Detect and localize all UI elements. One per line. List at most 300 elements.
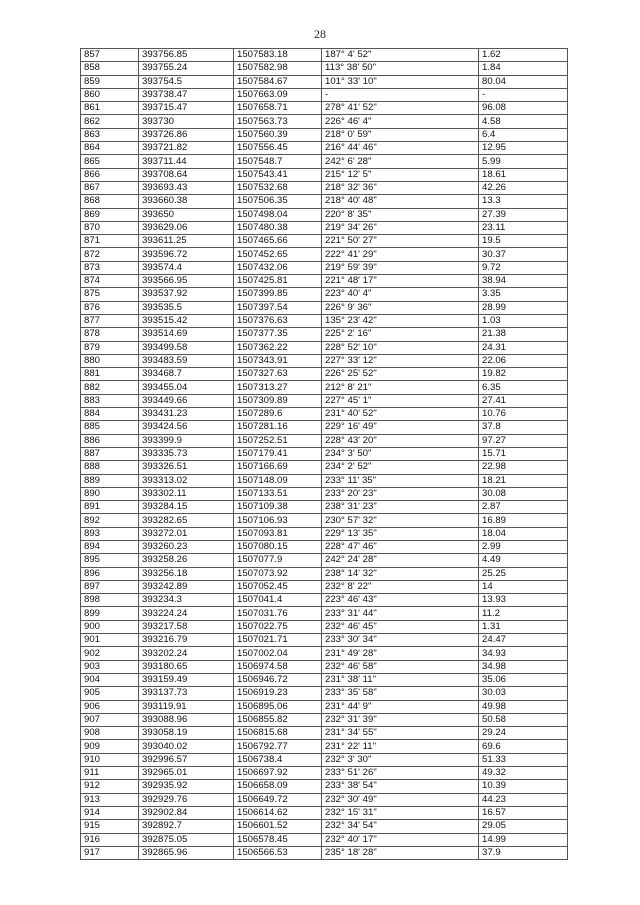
bearing-cell: 227° 33' 12"	[322, 354, 479, 367]
y-coordinate-cell: 1507377.35	[234, 328, 322, 341]
table-row	[81, 634, 568, 647]
table-row	[81, 660, 568, 673]
point-number-cell: 912	[81, 780, 139, 793]
point-number-cell: 896	[81, 567, 139, 580]
distance-cell: 22.98	[479, 461, 568, 474]
point-number-cell: 859	[81, 75, 139, 88]
bearing-cell: 231° 44' 9"	[322, 700, 479, 713]
x-coordinate-cell: 393202.24	[139, 647, 234, 660]
bearing-cell: 233° 31' 44"	[322, 607, 479, 620]
distance-cell: 21.38	[479, 328, 568, 341]
table-row	[81, 368, 568, 381]
point-number-cell: 914	[81, 806, 139, 819]
x-coordinate-cell: 393159.49	[139, 673, 234, 686]
bearing-cell: 233° 51' 26"	[322, 767, 479, 780]
bearing-cell: 232° 8' 22"	[322, 580, 479, 593]
coordinates-table	[80, 48, 568, 860]
distance-cell: 34.93	[479, 647, 568, 660]
point-number-cell: 873	[81, 261, 139, 274]
y-coordinate-cell: 1507583.18	[234, 49, 322, 62]
page-number: 28	[314, 27, 326, 41]
y-coordinate-cell: 1507313.27	[234, 381, 322, 394]
table-row	[81, 354, 568, 367]
bearing-cell: -	[322, 88, 479, 101]
table-row	[81, 328, 568, 341]
x-coordinate-cell: 393119.91	[139, 700, 234, 713]
distance-cell: 49.98	[479, 700, 568, 713]
distance-cell: 96.08	[479, 102, 568, 115]
distance-cell: 80.04	[479, 75, 568, 88]
bearing-cell: 230° 57' 32"	[322, 514, 479, 527]
bearing-cell: 242° 24' 28"	[322, 554, 479, 567]
bearing-cell: 212° 8' 21"	[322, 381, 479, 394]
x-coordinate-cell: 393711.44	[139, 155, 234, 168]
y-coordinate-cell: 1506658.09	[234, 780, 322, 793]
point-number-cell: 894	[81, 540, 139, 553]
x-coordinate-cell: 393258.26	[139, 554, 234, 567]
table-row	[81, 75, 568, 88]
x-coordinate-cell: 393449.66	[139, 394, 234, 407]
table-row	[81, 102, 568, 115]
y-coordinate-cell: 1507480.38	[234, 221, 322, 234]
x-coordinate-cell: 393224.24	[139, 607, 234, 620]
point-number-cell: 908	[81, 727, 139, 740]
distance-cell: 4.49	[479, 554, 568, 567]
y-coordinate-cell: 1507452.65	[234, 248, 322, 261]
table-row	[81, 793, 568, 806]
bearing-cell: 222° 41' 29"	[322, 248, 479, 261]
table-row	[81, 381, 568, 394]
y-coordinate-cell: 1507148.09	[234, 474, 322, 487]
x-coordinate-cell: 393216.79	[139, 634, 234, 647]
table-row	[81, 408, 568, 421]
bearing-cell: 228° 43' 20"	[322, 434, 479, 447]
distance-cell: 18.21	[479, 474, 568, 487]
bearing-cell: 232° 34' 54"	[322, 820, 479, 833]
x-coordinate-cell: 393302.11	[139, 487, 234, 500]
point-number-cell: 872	[81, 248, 139, 261]
y-coordinate-cell: 1506792.77	[234, 740, 322, 753]
x-coordinate-cell: 393326.51	[139, 461, 234, 474]
x-coordinate-cell: 393483.59	[139, 354, 234, 367]
x-coordinate-cell: 393260.23	[139, 540, 234, 553]
y-coordinate-cell: 1506697.92	[234, 767, 322, 780]
distance-cell: 5.99	[479, 155, 568, 168]
point-number-cell: 889	[81, 474, 139, 487]
bearing-cell: 227° 45' 1"	[322, 394, 479, 407]
bearing-cell: 216° 44' 46"	[322, 142, 479, 155]
distance-cell: 97.27	[479, 434, 568, 447]
y-coordinate-cell: 1507560.39	[234, 128, 322, 141]
y-coordinate-cell: 1507397.54	[234, 301, 322, 314]
bearing-cell: 221° 50' 27"	[322, 235, 479, 248]
table-row	[81, 607, 568, 620]
table-row	[81, 128, 568, 141]
bearing-cell: 219° 34' 26"	[322, 221, 479, 234]
distance-cell: 19.82	[479, 368, 568, 381]
distance-cell: 14	[479, 580, 568, 593]
y-coordinate-cell: 1506578.45	[234, 833, 322, 846]
y-coordinate-cell: 1507080.15	[234, 540, 322, 553]
bearing-cell: 232° 3' 30"	[322, 753, 479, 766]
point-number-cell: 892	[81, 514, 139, 527]
distance-cell: 4.58	[479, 115, 568, 128]
distance-cell: 1.62	[479, 49, 568, 62]
point-number-cell: 875	[81, 288, 139, 301]
point-number-cell: 895	[81, 554, 139, 567]
bearing-cell: 228° 52' 10"	[322, 341, 479, 354]
y-coordinate-cell: 1507077.9	[234, 554, 322, 567]
y-coordinate-cell: 1506919.23	[234, 687, 322, 700]
table-row	[81, 341, 568, 354]
point-number-cell: 904	[81, 673, 139, 686]
table-row	[81, 288, 568, 301]
table-row	[81, 620, 568, 633]
point-number-cell: 900	[81, 620, 139, 633]
bearing-cell: 278° 41' 52"	[322, 102, 479, 115]
table-row	[81, 527, 568, 540]
distance-cell: 2.99	[479, 540, 568, 553]
bearing-cell: 231° 49' 28"	[322, 647, 479, 660]
x-coordinate-cell: 393137.73	[139, 687, 234, 700]
point-number-cell: 880	[81, 354, 139, 367]
point-number-cell: 898	[81, 594, 139, 607]
table-row	[81, 806, 568, 819]
bearing-cell: 232° 46' 45"	[322, 620, 479, 633]
table-row	[81, 195, 568, 208]
x-coordinate-cell: 393726.86	[139, 128, 234, 141]
y-coordinate-cell: 1506946.72	[234, 673, 322, 686]
bearing-cell: 232° 15' 31"	[322, 806, 479, 819]
table-row	[81, 487, 568, 500]
point-number-cell: 883	[81, 394, 139, 407]
distance-cell: 10.76	[479, 408, 568, 421]
point-number-cell: 915	[81, 820, 139, 833]
y-coordinate-cell: 1507093.81	[234, 527, 322, 540]
point-number-cell: 867	[81, 181, 139, 194]
distance-cell: 12.95	[479, 142, 568, 155]
distance-cell: 6.4	[479, 128, 568, 141]
bearing-cell: 242° 6' 28"	[322, 155, 479, 168]
y-coordinate-cell: 1507658.71	[234, 102, 322, 115]
table-row	[81, 208, 568, 221]
point-number-cell: 881	[81, 368, 139, 381]
distance-cell: 25.25	[479, 567, 568, 580]
x-coordinate-cell: 393217.58	[139, 620, 234, 633]
y-coordinate-cell: 1507252.51	[234, 434, 322, 447]
bearing-cell: 218° 40' 48"	[322, 195, 479, 208]
distance-cell: 51.33	[479, 753, 568, 766]
y-coordinate-cell: 1506601.52	[234, 820, 322, 833]
table-row	[81, 235, 568, 248]
point-number-cell: 887	[81, 447, 139, 460]
y-coordinate-cell: 1507002.04	[234, 647, 322, 660]
y-coordinate-cell: 1507362.22	[234, 341, 322, 354]
bearing-cell: 231° 38' 11"	[322, 673, 479, 686]
bearing-cell: 226° 46' 4"	[322, 115, 479, 128]
table-row	[81, 261, 568, 274]
table-row	[81, 833, 568, 846]
y-coordinate-cell: 1507543.41	[234, 168, 322, 181]
distance-cell: 27.39	[479, 208, 568, 221]
distance-cell: 69.6	[479, 740, 568, 753]
y-coordinate-cell: 1507281.16	[234, 421, 322, 434]
x-coordinate-cell: 393537.92	[139, 288, 234, 301]
bearing-cell: 233° 11' 35"	[322, 474, 479, 487]
x-coordinate-cell: 393424.56	[139, 421, 234, 434]
distance-cell: 50.58	[479, 713, 568, 726]
x-coordinate-cell: 393738.47	[139, 88, 234, 101]
point-number-cell: 865	[81, 155, 139, 168]
distance-cell: 37.8	[479, 421, 568, 434]
x-coordinate-cell: 393313.02	[139, 474, 234, 487]
x-coordinate-cell: 393650	[139, 208, 234, 221]
bearing-cell: 225° 2' 16"	[322, 328, 479, 341]
x-coordinate-cell: 393715.47	[139, 102, 234, 115]
point-number-cell: 861	[81, 102, 139, 115]
distance-cell: 23.11	[479, 221, 568, 234]
table-row	[81, 314, 568, 327]
y-coordinate-cell: 1506855.82	[234, 713, 322, 726]
distance-cell: 30.08	[479, 487, 568, 500]
table-row	[81, 580, 568, 593]
x-coordinate-cell: 393455.04	[139, 381, 234, 394]
distance-cell: 37.9	[479, 846, 568, 859]
table-row	[81, 155, 568, 168]
point-number-cell: 917	[81, 846, 139, 859]
table-row	[81, 594, 568, 607]
x-coordinate-cell: 393282.65	[139, 514, 234, 527]
point-number-cell: 864	[81, 142, 139, 155]
point-number-cell: 910	[81, 753, 139, 766]
x-coordinate-cell: 393180.65	[139, 660, 234, 673]
distance-cell: 13.3	[479, 195, 568, 208]
point-number-cell: 907	[81, 713, 139, 726]
x-coordinate-cell: 393566.95	[139, 275, 234, 288]
distance-cell: 35.06	[479, 673, 568, 686]
table-row	[81, 540, 568, 553]
bearing-cell: 232° 30' 49"	[322, 793, 479, 806]
table-row	[81, 115, 568, 128]
x-coordinate-cell: 392875.05	[139, 833, 234, 846]
distance-cell: 13.93	[479, 594, 568, 607]
distance-cell: 1.84	[479, 62, 568, 75]
table-row	[81, 474, 568, 487]
distance-cell: 44.23	[479, 793, 568, 806]
y-coordinate-cell: 1507106.93	[234, 514, 322, 527]
y-coordinate-cell: 1507133.51	[234, 487, 322, 500]
x-coordinate-cell: 393284.15	[139, 501, 234, 514]
bearing-cell: 234° 3' 50"	[322, 447, 479, 460]
x-coordinate-cell: 393468.7	[139, 368, 234, 381]
x-coordinate-cell: 393040.02	[139, 740, 234, 753]
point-number-cell: 901	[81, 634, 139, 647]
y-coordinate-cell: 1507584.67	[234, 75, 322, 88]
x-coordinate-cell: 393535.5	[139, 301, 234, 314]
bearing-cell: 187° 4' 52"	[322, 49, 479, 62]
point-number-cell: 888	[81, 461, 139, 474]
y-coordinate-cell: 1507021.71	[234, 634, 322, 647]
point-number-cell: 871	[81, 235, 139, 248]
y-coordinate-cell: 1507563.73	[234, 115, 322, 128]
distance-cell: 28.99	[479, 301, 568, 314]
point-number-cell: 911	[81, 767, 139, 780]
x-coordinate-cell: 393693.43	[139, 181, 234, 194]
x-coordinate-cell: 393629.06	[139, 221, 234, 234]
point-number-cell: 877	[81, 314, 139, 327]
table-row	[81, 780, 568, 793]
point-number-cell: 913	[81, 793, 139, 806]
table-row	[81, 394, 568, 407]
x-coordinate-cell: 392965.01	[139, 767, 234, 780]
table-row	[81, 727, 568, 740]
table-row	[81, 434, 568, 447]
distance-cell: 34.98	[479, 660, 568, 673]
distance-cell: 49.32	[479, 767, 568, 780]
x-coordinate-cell: 393234.3	[139, 594, 234, 607]
table-row	[81, 168, 568, 181]
point-number-cell: 884	[81, 408, 139, 421]
distance-cell: 16.89	[479, 514, 568, 527]
bearing-cell: 101° 33' 10"	[322, 75, 479, 88]
table-body	[81, 49, 568, 860]
y-coordinate-cell: 1507532.68	[234, 181, 322, 194]
x-coordinate-cell: 392935.92	[139, 780, 234, 793]
x-coordinate-cell: 393088.96	[139, 713, 234, 726]
y-coordinate-cell: 1507309.89	[234, 394, 322, 407]
distance-cell: 24.31	[479, 341, 568, 354]
point-number-cell: 885	[81, 421, 139, 434]
bearing-cell: 238° 31' 23"	[322, 501, 479, 514]
x-coordinate-cell: 393611.25	[139, 235, 234, 248]
y-coordinate-cell: 1507052.45	[234, 580, 322, 593]
bearing-cell: 135° 23' 42"	[322, 314, 479, 327]
x-coordinate-cell: 393756.85	[139, 49, 234, 62]
y-coordinate-cell: 1507425.81	[234, 275, 322, 288]
table-row	[81, 461, 568, 474]
x-coordinate-cell: 393660.38	[139, 195, 234, 208]
table-row	[81, 753, 568, 766]
y-coordinate-cell: 1507166.69	[234, 461, 322, 474]
distance-cell: 38.94	[479, 275, 568, 288]
x-coordinate-cell: 393058.19	[139, 727, 234, 740]
x-coordinate-cell: 393754.5	[139, 75, 234, 88]
point-number-cell: 905	[81, 687, 139, 700]
x-coordinate-cell: 393242.89	[139, 580, 234, 593]
table-row	[81, 820, 568, 833]
x-coordinate-cell: 393730	[139, 115, 234, 128]
bearing-cell: 233° 35' 58"	[322, 687, 479, 700]
table-row	[81, 647, 568, 660]
point-number-cell: 860	[81, 88, 139, 101]
x-coordinate-cell: 392929.76	[139, 793, 234, 806]
y-coordinate-cell: 1507041.4	[234, 594, 322, 607]
point-number-cell: 869	[81, 208, 139, 221]
distance-cell: 29.24	[479, 727, 568, 740]
y-coordinate-cell: 1506738.4	[234, 753, 322, 766]
point-number-cell: 890	[81, 487, 139, 500]
y-coordinate-cell: 1507376.63	[234, 314, 322, 327]
bearing-cell: 218° 0' 59"	[322, 128, 479, 141]
x-coordinate-cell: 393574.4	[139, 261, 234, 274]
bearing-cell: 223° 46' 43"	[322, 594, 479, 607]
distance-cell: 19.5	[479, 235, 568, 248]
x-coordinate-cell: 393272.01	[139, 527, 234, 540]
distance-cell: 3.35	[479, 288, 568, 301]
bearing-cell: 231° 40' 52"	[322, 408, 479, 421]
x-coordinate-cell: 393515.42	[139, 314, 234, 327]
y-coordinate-cell: 1507289.6	[234, 408, 322, 421]
x-coordinate-cell: 393431.23	[139, 408, 234, 421]
bearing-cell: 233° 30' 34"	[322, 634, 479, 647]
distance-cell: 24.47	[479, 634, 568, 647]
y-coordinate-cell: 1507582.98	[234, 62, 322, 75]
y-coordinate-cell: 1507179.41	[234, 447, 322, 460]
distance-cell: 10.39	[479, 780, 568, 793]
table-row	[81, 767, 568, 780]
point-number-cell: 891	[81, 501, 139, 514]
bearing-cell: 231° 34' 55"	[322, 727, 479, 740]
bearing-cell: 235° 18' 28"	[322, 846, 479, 859]
table-row	[81, 673, 568, 686]
y-coordinate-cell: 1507548.7	[234, 155, 322, 168]
table-row	[81, 740, 568, 753]
distance-cell: 2.87	[479, 501, 568, 514]
point-number-cell: 857	[81, 49, 139, 62]
point-number-cell: 863	[81, 128, 139, 141]
x-coordinate-cell: 392892.7	[139, 820, 234, 833]
bearing-cell: 234° 2' 52"	[322, 461, 479, 474]
distance-cell: 6.35	[479, 381, 568, 394]
point-number-cell: 916	[81, 833, 139, 846]
bearing-cell: 232° 31' 39"	[322, 713, 479, 726]
distance-cell: 30.03	[479, 687, 568, 700]
bearing-cell: 238° 14' 32"	[322, 567, 479, 580]
y-coordinate-cell: 1507327.63	[234, 368, 322, 381]
y-coordinate-cell: 1507663.09	[234, 88, 322, 101]
y-coordinate-cell: 1507556.45	[234, 142, 322, 155]
y-coordinate-cell: 1506815.68	[234, 727, 322, 740]
y-coordinate-cell: 1507073.92	[234, 567, 322, 580]
point-number-cell: 862	[81, 115, 139, 128]
x-coordinate-cell: 393721.82	[139, 142, 234, 155]
table-row	[81, 567, 568, 580]
bearing-cell: 219° 59' 39"	[322, 261, 479, 274]
bearing-cell: 223° 40' 4"	[322, 288, 479, 301]
point-number-cell: 866	[81, 168, 139, 181]
point-number-cell: 902	[81, 647, 139, 660]
point-number-cell: 906	[81, 700, 139, 713]
point-number-cell: 868	[81, 195, 139, 208]
y-coordinate-cell: 1507343.91	[234, 354, 322, 367]
distance-cell: 22.06	[479, 354, 568, 367]
distance-cell: 16.57	[479, 806, 568, 819]
point-number-cell: 893	[81, 527, 139, 540]
bearing-cell: 228° 47' 46"	[322, 540, 479, 553]
x-coordinate-cell: 393399.9	[139, 434, 234, 447]
table-row	[81, 687, 568, 700]
table-row	[81, 301, 568, 314]
x-coordinate-cell: 393335.73	[139, 447, 234, 460]
y-coordinate-cell: 1507506.35	[234, 195, 322, 208]
y-coordinate-cell: 1507399.85	[234, 288, 322, 301]
bearing-cell: 232° 40' 17"	[322, 833, 479, 846]
table-row	[81, 142, 568, 155]
distance-cell: 29.05	[479, 820, 568, 833]
point-number-cell: 858	[81, 62, 139, 75]
y-coordinate-cell: 1507465.66	[234, 235, 322, 248]
point-number-cell: 874	[81, 275, 139, 288]
